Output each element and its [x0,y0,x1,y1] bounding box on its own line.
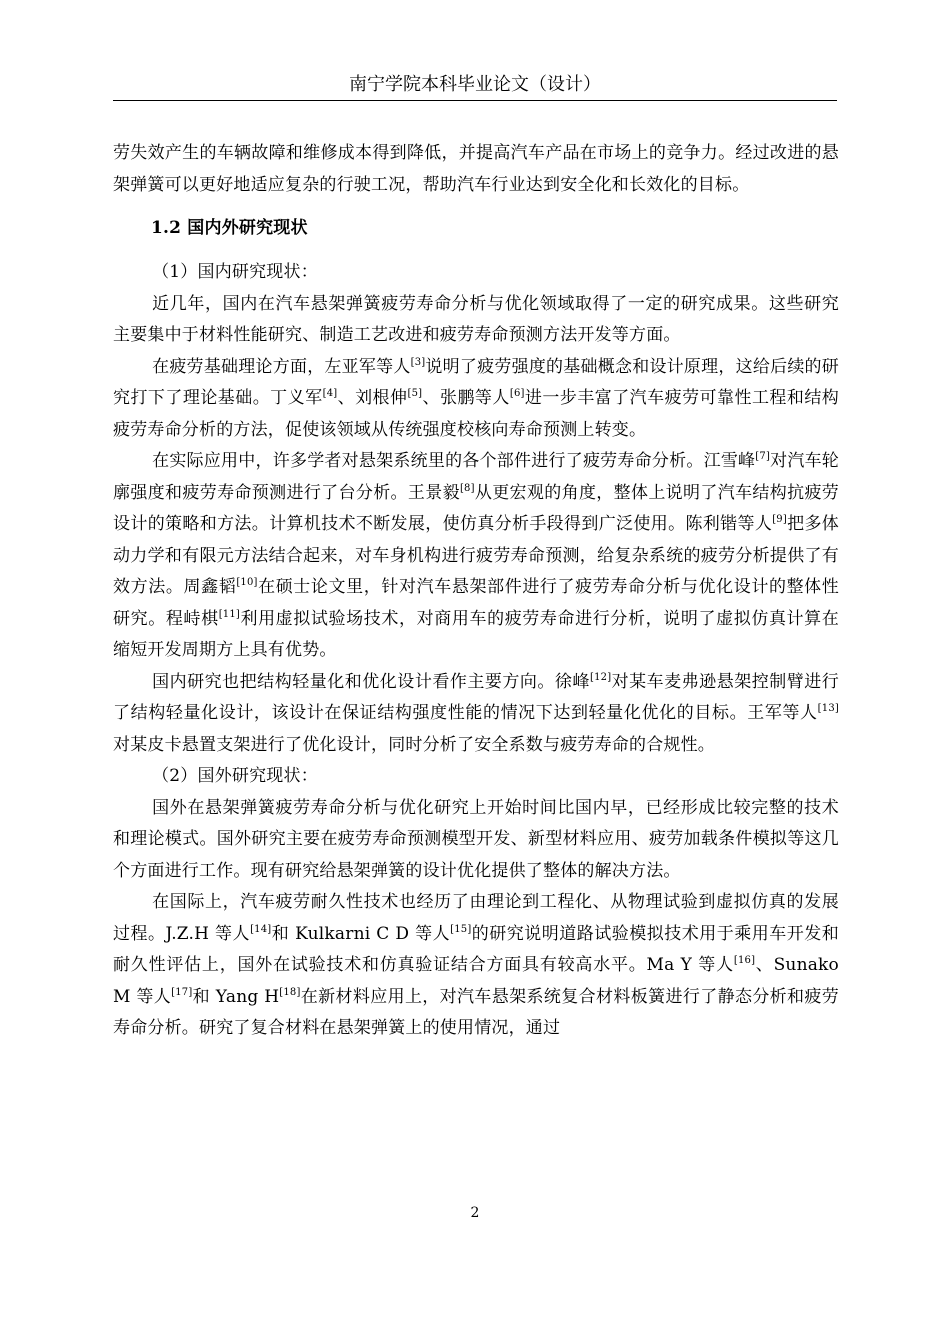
citation-6: [6] [509,388,525,399]
paragraph-lightweight-design [113,667,839,762]
text-run: 利用虚拟试验场技术，对商用车的疲劳寿命进行分析，说明了虚拟仿真计算在缩短开发周期方上具有优势。 [113,608,839,660]
citation-16: [16] [733,955,756,966]
paragraph-foreign-overview: 国外在悬架弹簧疲劳寿命分析与优化研究上开始时间比国内早，已经形成比较完整的技术和理论模式。国外研究主要在疲劳寿命预测模型开发、新型材料应用、疲劳加载条件模拟等这几个方面进行工作。现有研究给悬架弹簧的设计优化提供了整体的解决方法。 [113,797,839,881]
text-run: 在实际应用中，许多学者对悬架系统里的各个部件进行了疲劳寿命分析。江雪峰 [152,451,756,471]
citation-5: [5] [407,388,423,399]
subsection-domestic: （1）国内研究现状： [152,262,318,282]
citation-12: [12] [589,671,612,683]
body-text [113,138,839,1045]
citation-14: [14] [250,923,272,935]
paragraph-domestic-overview: 近几年，国内在汽车悬架弹簧疲劳寿命分析与优化领域取得了一定的研究成果。这些研究主要集中于材料性能研究、制造工艺改进和疲劳寿命预测方法开发等方面。 [113,293,839,345]
page-number: 2 [470,1205,480,1221]
text-run: 从更宏观的角度，整体上说明了汽车结构抗疲劳设计的策略和方法。计算机技术不断发展，使仿真分析手段得到广泛使用。陈利锴等人 [113,482,840,534]
text-run: 在国际上，汽车疲劳耐久性技术也经历了由理论到工程化、从物理试验到虚拟仿真的发展过程。J.Z.H 等人 [113,892,839,944]
citation-4: [4] [322,388,338,399]
citation-7: [7] [755,451,771,462]
citation-15: [15] [450,923,472,935]
text-run: 、刘根伸 [337,388,408,408]
text-run: 在新材料应用上，对汽车悬架系统复合材料板簧进行了静态分析和疲劳寿命分析。研究了复合材料在悬架弹簧上的使用情况，通过 [113,986,839,1038]
text-run: 进一步丰富了汽车疲劳可靠性工程和结构疲劳寿命分析的方法，促使该领域从传统强度校核向寿命预测上转变。 [113,388,839,440]
text-run: 在疲劳基础理论方面，左亚军等人 [152,356,411,377]
citation-9: [9] [772,514,787,525]
text-run: 说明了疲劳强度的基础概念和设计原理，这给后续的研究打下了理论基础。丁义军 [113,356,839,408]
citation-3: [3] [410,356,426,368]
text-run: 国内研究也把结构轻量化和优化设计看作主要方向。徐峰 [152,671,590,692]
paragraph-continuation: 劳失效产生的车辆故障和维修成本得到降低，并提高汽车产品在市场上的竞争力。经过改进的悬架弹簧可以更好地适应复杂的行驶工况，帮助汽车行业达到安全化和长效化的目标。 [113,143,839,195]
paragraph-practical-application [113,446,839,667]
citation-13: [13] [817,703,839,714]
text-run: 对某车麦弗逊悬架控制臂进行了结构轻量化设计，该设计在保证结构强度性能的情况下达到轻量化优化的目标。王军等人 [113,671,839,723]
text-run: 和 Kulkarni C D 等人 [271,923,451,944]
paragraph-fatigue-theory [113,352,839,447]
citation-8: [8] [459,482,475,494]
text-run: 的研究说明道路试验模拟技术用于乘用车开发和耐久性评估上，国外在试验技术和仿真验证结合方面具有较高水平。Ma Y 等人 [113,923,839,975]
citation-11: [11] [218,608,241,620]
text-run: 在硕士论文里，针对汽车悬架部件进行了疲劳寿命分析与优化设计的整体性研究。程峙棋 [113,577,839,629]
text-run: 对某皮卡悬置支架进行了优化设计，同时分析了安全系数与疲劳寿命的合规性。 [113,734,715,755]
citation-10: [10] [236,577,258,588]
text-run: 和 Yang H [192,986,280,1007]
page-header [113,72,837,102]
subsection-foreign: （2）国外研究现状： [152,766,318,786]
text-run: 把多体动力学和有限元方法结合起来，对车身机构进行疲劳寿命预测，给复杂系统的疲劳分析提供了有效方法。周鑫韬 [113,514,839,597]
citation-17: [17] [171,986,193,998]
text-run: 对汽车轮廓强度和疲劳寿命预测进行了台分析。王景毅 [113,451,839,503]
section-heading: 1.2 国内外研究现状 [151,218,308,238]
text-run: 、张鹏等人 [422,388,510,408]
header-title: 南宁学院本科毕业论文（设计） [349,74,601,95]
paragraph-international [113,887,839,1045]
header-rule [113,100,837,101]
text-run: 、Sunako M 等人 [113,955,839,1007]
citation-18: [18] [279,986,301,998]
